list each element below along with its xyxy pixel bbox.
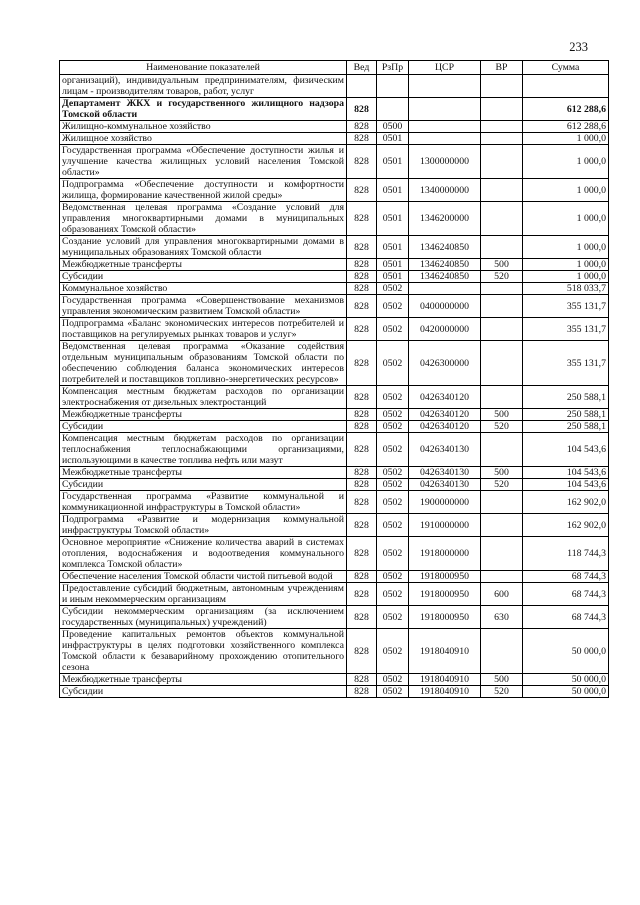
table-row [60,491,609,514]
header-sum: Сумма [523,61,609,75]
cell-ved: 828 [347,295,377,318]
cell-vr: 520 [481,421,523,433]
cell-sum: 355 131,7 [523,318,609,341]
table-row [60,271,609,283]
cell-sum: 1 000,0 [523,133,609,145]
cell-csr [409,75,481,98]
cell-name: Субсидии [60,421,347,433]
cell-ved [347,75,377,98]
cell-ved: 828 [347,259,377,271]
cell-name: Субсидии [60,686,347,698]
cell-ved: 828 [347,537,377,571]
table-row [60,259,609,271]
cell-name: Жилищное хозяйство [60,133,347,145]
cell-sum: 1 000,0 [523,145,609,179]
cell-rzpr: 0502 [377,537,409,571]
cell-ved: 828 [347,433,377,467]
cell-name: организаций), индивидуальным предпринимателям, физическим лицам - производителям товаров, работ, услуг [60,75,347,98]
cell-sum: 50 000,0 [523,686,609,698]
cell-ved: 828 [347,583,377,606]
table-row [60,583,609,606]
cell-csr: 1300000000 [409,145,481,179]
cell-rzpr: 0502 [377,421,409,433]
cell-name: Компенсация местным бюджетам расходов по организации электроснабжения от дизельных электростанций [60,386,347,409]
cell-vr [481,571,523,583]
cell-name: Подпрограмма «Обеспечение доступности и комфортности жилища, формирование качественной жилой среды» [60,179,347,202]
cell-csr [409,121,481,133]
table-body [60,75,609,698]
cell-name: Ведомственная целевая программа «Оказание содействия отдельным муниципальным образованиям Томской области по обеспечению соблюдения баланса экономических интересов потребителей и поставщиков топливно-энергетических ресурсов» [60,341,347,386]
cell-csr: 0426340130 [409,479,481,491]
cell-csr: 1918000950 [409,571,481,583]
table-row [60,674,609,686]
table-row [60,606,609,629]
cell-rzpr: 0501 [377,145,409,179]
cell-vr [481,283,523,295]
cell-name: Компенсация местным бюджетам расходов по организации теплоснабжения теплоснабжающими организациями, использующими в качестве топлива нефть или мазут [60,433,347,467]
header-csr: ЦСР [409,61,481,75]
cell-name: Межбюджетные трансферты [60,409,347,421]
cell-ved: 828 [347,674,377,686]
cell-csr: 0426340130 [409,433,481,467]
cell-rzpr: 0502 [377,571,409,583]
cell-ved: 828 [347,467,377,479]
cell-rzpr: 0502 [377,629,409,674]
cell-name: Межбюджетные трансферты [60,674,347,686]
cell-csr: 0426340130 [409,467,481,479]
cell-rzpr: 0502 [377,283,409,295]
cell-name: Предоставление субсидий бюджетным, автономным учреждениям и иным некоммерческим организациям [60,583,347,606]
cell-name: Подпрограмма «Баланс экономических интересов потребителей и поставщиков на регулируемых рынках товаров и услуг» [60,318,347,341]
cell-sum: 68 744,3 [523,606,609,629]
cell-ved: 828 [347,271,377,283]
cell-vr [481,75,523,98]
page-number: 233 [569,40,588,54]
cell-vr [481,145,523,179]
table-row [60,629,609,674]
cell-vr: 520 [481,271,523,283]
table-row [60,75,609,98]
cell-sum: 104 543,6 [523,479,609,491]
table-row [60,386,609,409]
cell-sum: 1 000,0 [523,179,609,202]
cell-vr: 500 [481,259,523,271]
cell-rzpr [377,75,409,98]
cell-name: Ведомственная целевая программа «Создание условий для управления многоквартирными домами в муниципальных образованиях Томской области» [60,202,347,236]
cell-sum: 355 131,7 [523,341,609,386]
cell-ved: 828 [347,121,377,133]
cell-ved: 828 [347,629,377,674]
cell-name: Проведение капитальных ремонтов объектов коммунальной инфраструктуры в целях подготовки хозяйственного комплекса Томской области к безаварийному прохождению отопительного сезона [60,629,347,674]
table-row [60,145,609,179]
cell-csr: 1918000950 [409,583,481,606]
cell-ved: 828 [347,421,377,433]
cell-sum: 68 744,3 [523,571,609,583]
cell-sum: 250 588,1 [523,386,609,409]
table-row [60,514,609,537]
cell-csr: 0420000000 [409,318,481,341]
cell-sum: 162 902,0 [523,491,609,514]
table-row [60,121,609,133]
header-vr: ВР [481,61,523,75]
cell-sum: 1 000,0 [523,259,609,271]
table-row [60,686,609,698]
cell-csr: 0426340120 [409,386,481,409]
table-row [60,409,609,421]
cell-vr: 500 [481,467,523,479]
cell-vr [481,629,523,674]
cell-rzpr: 0500 [377,121,409,133]
cell-rzpr: 0501 [377,133,409,145]
cell-ved: 828 [347,98,377,121]
cell-sum: 104 543,6 [523,433,609,467]
cell-vr [481,341,523,386]
cell-vr [481,386,523,409]
table-row [60,295,609,318]
cell-csr: 0426340120 [409,421,481,433]
cell-vr [481,202,523,236]
cell-ved: 828 [347,341,377,386]
table-row [60,179,609,202]
cell-name: Субсидии [60,479,347,491]
cell-csr [409,98,481,121]
cell-name: Основное мероприятие «Снижение количества аварий в системах отопления, водоснабжения и водоотведения коммунального комплекса Томской области» [60,537,347,571]
cell-csr: 1346240850 [409,259,481,271]
cell-csr: 1340000000 [409,179,481,202]
cell-name: Государственная программа «Совершенствование механизмов управления экономическим развитием Томской области» [60,295,347,318]
cell-rzpr: 0502 [377,606,409,629]
cell-rzpr: 0502 [377,318,409,341]
cell-vr [481,98,523,121]
cell-csr [409,283,481,295]
cell-rzpr: 0502 [377,686,409,698]
cell-rzpr: 0501 [377,202,409,236]
cell-ved: 828 [347,283,377,295]
cell-name: Подпрограмма «Развитие и модернизация коммунальной инфраструктуры Томской области» [60,514,347,537]
table-row [60,98,609,121]
cell-rzpr: 0501 [377,179,409,202]
cell-rzpr: 0502 [377,514,409,537]
cell-sum: 50 000,0 [523,674,609,686]
table-row [60,537,609,571]
cell-vr: 600 [481,583,523,606]
cell-ved: 828 [347,179,377,202]
table-row [60,571,609,583]
cell-vr [481,433,523,467]
cell-csr: 1910000000 [409,514,481,537]
cell-ved: 828 [347,145,377,179]
cell-rzpr: 0502 [377,295,409,318]
cell-ved: 828 [347,236,377,259]
cell-sum: 118 744,3 [523,537,609,571]
table-row [60,133,609,145]
cell-rzpr: 0501 [377,259,409,271]
cell-vr [481,295,523,318]
cell-rzpr [377,98,409,121]
cell-csr [409,133,481,145]
cell-csr: 1918000000 [409,537,481,571]
cell-vr: 520 [481,686,523,698]
cell-csr: 0426340120 [409,409,481,421]
header-ved: Вед [347,61,377,75]
cell-vr [481,179,523,202]
cell-csr: 1918040910 [409,674,481,686]
cell-sum: 250 588,1 [523,409,609,421]
table-row [60,283,609,295]
cell-ved: 828 [347,202,377,236]
cell-csr: 0426300000 [409,341,481,386]
cell-name: Коммунальное хозяйство [60,283,347,295]
budget-table [59,60,609,698]
cell-csr: 1346200000 [409,202,481,236]
cell-ved: 828 [347,686,377,698]
cell-csr: 1918040910 [409,686,481,698]
cell-name: Департамент ЖКХ и государственного жилищного надзора Томской области [60,98,347,121]
cell-vr: 500 [481,409,523,421]
cell-vr [481,514,523,537]
cell-rzpr: 0502 [377,491,409,514]
cell-csr: 1346240850 [409,271,481,283]
cell-rzpr: 0502 [377,409,409,421]
cell-sum: 518 033,7 [523,283,609,295]
cell-rzpr: 0502 [377,583,409,606]
cell-vr [481,133,523,145]
table-row [60,318,609,341]
cell-sum: 355 131,7 [523,295,609,318]
cell-sum [523,75,609,98]
cell-rzpr: 0501 [377,236,409,259]
header-rzpr: РзПр [377,61,409,75]
cell-name: Государственная программа «Обеспечение доступности жилья и улучшение качества жилищных условий населения Томской области» [60,145,347,179]
cell-sum: 612 288,6 [523,98,609,121]
cell-sum: 1 000,0 [523,271,609,283]
table-row [60,341,609,386]
cell-vr [481,121,523,133]
cell-sum: 162 902,0 [523,514,609,537]
table-header-row [60,61,609,75]
cell-ved: 828 [347,606,377,629]
cell-rzpr: 0502 [377,674,409,686]
cell-sum: 68 744,3 [523,583,609,606]
cell-vr: 630 [481,606,523,629]
table-row [60,433,609,467]
cell-csr: 1900000000 [409,491,481,514]
cell-name: Субсидии некоммерческим организациям (за исключением государственных (муниципальных) учреждений) [60,606,347,629]
cell-ved: 828 [347,386,377,409]
cell-ved: 828 [347,133,377,145]
cell-vr: 520 [481,479,523,491]
cell-sum: 1 000,0 [523,236,609,259]
cell-csr: 1918040910 [409,629,481,674]
cell-name: Обеспечение населения Томской области чистой питьевой водой [60,571,347,583]
cell-sum: 250 588,1 [523,421,609,433]
cell-vr [481,318,523,341]
cell-sum: 50 000,0 [523,629,609,674]
cell-name: Межбюджетные трансферты [60,467,347,479]
table-row [60,479,609,491]
cell-ved: 828 [347,479,377,491]
cell-name: Жилищно-коммунальное хозяйство [60,121,347,133]
table-row [60,467,609,479]
cell-vr: 500 [481,674,523,686]
cell-sum: 1 000,0 [523,202,609,236]
cell-rzpr: 0502 [377,467,409,479]
cell-csr: 1346240850 [409,236,481,259]
cell-sum: 104 543,6 [523,467,609,479]
cell-sum: 612 288,6 [523,121,609,133]
cell-ved: 828 [347,318,377,341]
cell-name: Субсидии [60,271,347,283]
cell-ved: 828 [347,491,377,514]
table-row [60,421,609,433]
cell-csr: 0400000000 [409,295,481,318]
cell-rzpr: 0502 [377,479,409,491]
cell-ved: 828 [347,514,377,537]
header-name: Наименование показателей [60,61,347,75]
cell-csr: 1918000950 [409,606,481,629]
cell-rzpr: 0502 [377,433,409,467]
cell-name: Создание условий для управления многоквартирными домами в муниципальных образованиях Томской области [60,236,347,259]
cell-vr [481,236,523,259]
cell-name: Межбюджетные трансферты [60,259,347,271]
cell-vr [481,491,523,514]
cell-vr [481,537,523,571]
cell-rzpr: 0502 [377,386,409,409]
cell-ved: 828 [347,571,377,583]
table-row [60,202,609,236]
table-row [60,236,609,259]
cell-rzpr: 0502 [377,341,409,386]
cell-name: Государственная программа «Развитие коммунальной и коммуникационной инфраструктуры в Томской области» [60,491,347,514]
cell-ved: 828 [347,409,377,421]
cell-rzpr: 0501 [377,271,409,283]
